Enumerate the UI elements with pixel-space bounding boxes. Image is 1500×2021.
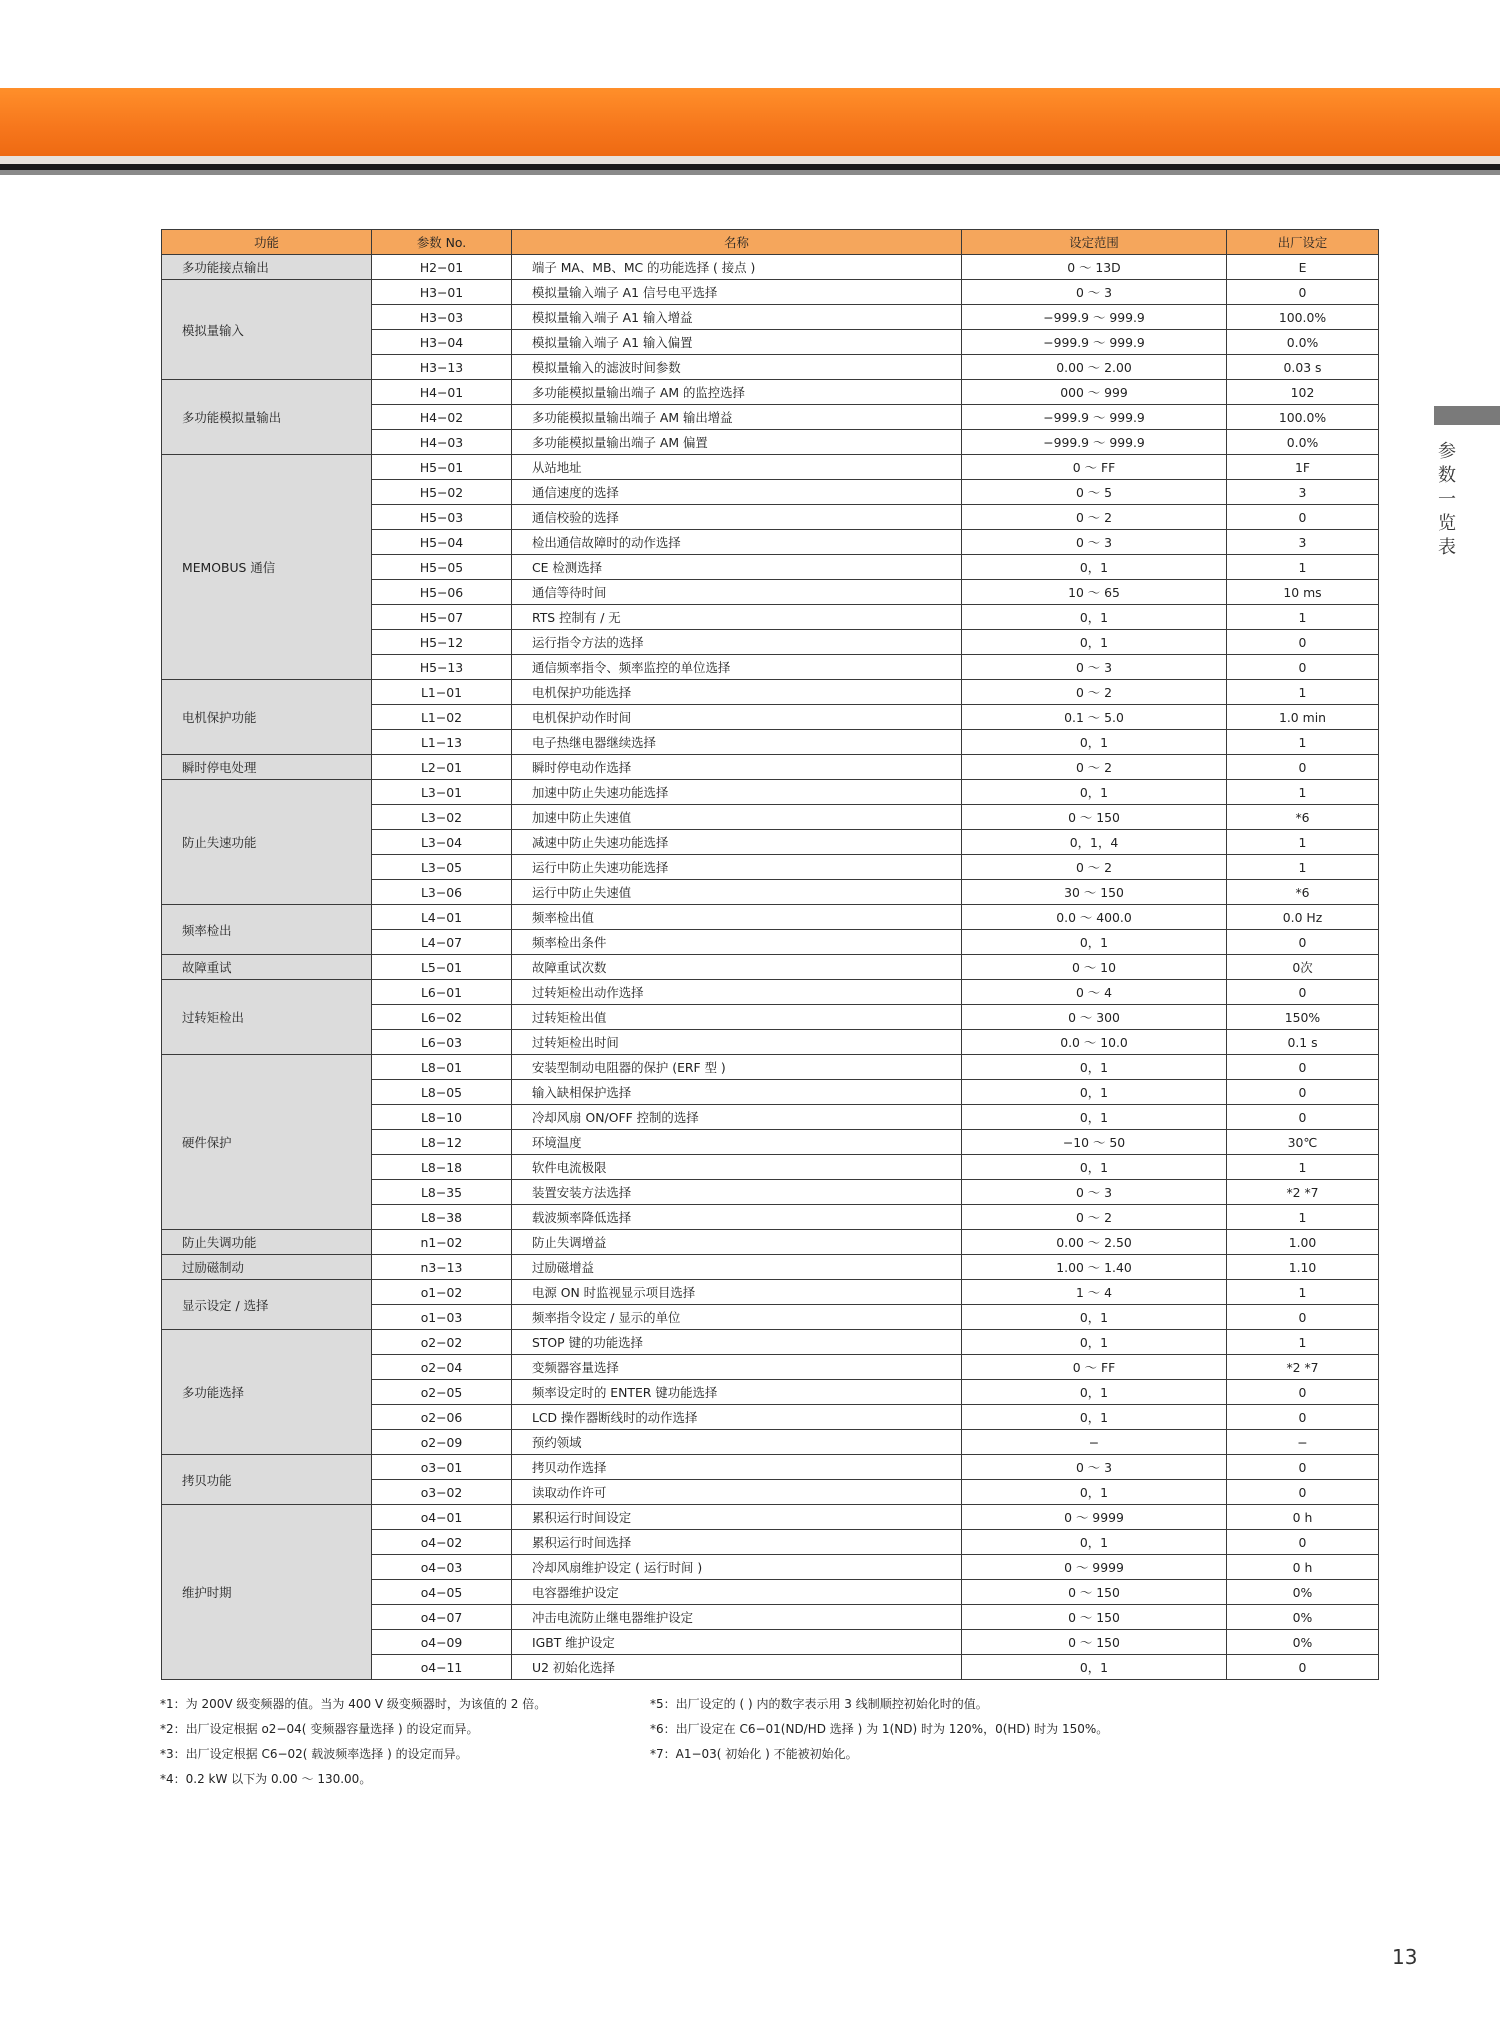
table-row xyxy=(162,780,1379,805)
factory-default-cell: 1 xyxy=(1227,1155,1379,1180)
footnotes-left xyxy=(160,1692,640,1792)
param-no-cell: o4−02 xyxy=(372,1530,512,1555)
setting-range-cell: 0 ～ 2 xyxy=(962,505,1227,530)
param-no-cell: H5−03 xyxy=(372,505,512,530)
param-no-cell: L5−01 xyxy=(372,955,512,980)
factory-default-cell: 3 xyxy=(1227,530,1379,555)
param-no-cell: L1−13 xyxy=(372,730,512,755)
param-no-cell: L4−07 xyxy=(372,930,512,955)
param-name-cell: 拷贝动作选择 xyxy=(512,1455,962,1480)
function-group-cell: 防止失调功能 xyxy=(162,1230,372,1255)
param-name-cell: 频率检出值 xyxy=(512,905,962,930)
param-name-cell: 通信等待时间 xyxy=(512,580,962,605)
page-number: 13 xyxy=(1392,1945,1418,1969)
factory-default-cell: *2 *7 xyxy=(1227,1355,1379,1380)
param-no-cell: H4−03 xyxy=(372,430,512,455)
table-row xyxy=(162,980,1379,1005)
param-name-cell: 瞬时停电动作选择 xyxy=(512,755,962,780)
factory-default-cell: 1 xyxy=(1227,605,1379,630)
setting-range-cell: −999.9 ～ 999.9 xyxy=(962,405,1227,430)
param-name-cell: 冷却风扇维护设定 ( 运行时间 ) xyxy=(512,1555,962,1580)
factory-default-cell: 100.0% xyxy=(1227,405,1379,430)
factory-default-cell: 1 xyxy=(1227,555,1379,580)
param-name-cell: 运行指令方法的选择 xyxy=(512,630,962,655)
param-no-cell: L1−02 xyxy=(372,705,512,730)
setting-range-cell: 1.00 ～ 1.40 xyxy=(962,1255,1227,1280)
param-name-cell: LCD 操作器断线时的动作选择 xyxy=(512,1405,962,1430)
setting-range-cell: 0，1 xyxy=(962,1330,1227,1355)
factory-default-cell: 0 xyxy=(1227,1105,1379,1130)
function-group-cell: 多功能选择 xyxy=(162,1330,372,1455)
function-group-cell: 多功能模拟量输出 xyxy=(162,380,372,455)
setting-range-cell: 0 ～ 2 xyxy=(962,755,1227,780)
param-name-cell: RTS 控制有 / 无 xyxy=(512,605,962,630)
footnote: *1：为 200V 级变频器的值。当为 400 V 级变频器时，为该值的 2 倍。 xyxy=(160,1697,547,1711)
function-group-cell: 频率检出 xyxy=(162,905,372,955)
param-name-cell: 变频器容量选择 xyxy=(512,1355,962,1380)
param-no-cell: o1−02 xyxy=(372,1280,512,1305)
param-no-cell: o4−03 xyxy=(372,1555,512,1580)
param-name-cell: 过转矩检出动作选择 xyxy=(512,980,962,1005)
param-no-cell: o2−02 xyxy=(372,1330,512,1355)
footnotes-right xyxy=(650,1692,1370,1767)
param-name-cell: 冲击电流防止继电器维护设定 xyxy=(512,1605,962,1630)
param-no-cell: L3−06 xyxy=(372,880,512,905)
header-param-no: 参数 No. xyxy=(372,230,512,255)
setting-range-cell: 0.1 ～ 5.0 xyxy=(962,705,1227,730)
header-band xyxy=(0,88,1500,156)
setting-range-cell: 0，1 xyxy=(962,1305,1227,1330)
factory-default-cell: 0 h xyxy=(1227,1505,1379,1530)
param-name-cell: 多功能模拟量输出端子 AM 偏置 xyxy=(512,430,962,455)
param-name-cell: 端子 MA、MB、MC 的功能选择 ( 接点 ) xyxy=(512,255,962,280)
param-name-cell: 减速中防止失速功能选择 xyxy=(512,830,962,855)
factory-default-cell: 0.1 s xyxy=(1227,1030,1379,1055)
table-row xyxy=(162,755,1379,780)
param-name-cell: 加速中防止失速值 xyxy=(512,805,962,830)
table-row xyxy=(162,1330,1379,1355)
function-group-cell: 硬件保护 xyxy=(162,1055,372,1230)
param-name-cell: 多功能模拟量输出端子 AM 的监控选择 xyxy=(512,380,962,405)
param-no-cell: H4−02 xyxy=(372,405,512,430)
param-no-cell: o2−09 xyxy=(372,1430,512,1455)
param-name-cell: 频率指令设定 / 显示的单位 xyxy=(512,1305,962,1330)
param-name-cell: 模拟量输入端子 A1 输入增益 xyxy=(512,305,962,330)
setting-range-cell: 0，1 xyxy=(962,555,1227,580)
setting-range-cell: 0，1 xyxy=(962,1055,1227,1080)
param-no-cell: H5−06 xyxy=(372,580,512,605)
setting-range-cell: 0，1 xyxy=(962,605,1227,630)
function-group-cell: 显示设定 / 选择 xyxy=(162,1280,372,1330)
factory-default-cell: 100.0% xyxy=(1227,305,1379,330)
setting-range-cell: −999.9 ～ 999.9 xyxy=(962,330,1227,355)
factory-default-cell: 1.10 xyxy=(1227,1255,1379,1280)
factory-default-cell: 1.00 xyxy=(1227,1230,1379,1255)
param-no-cell: L1−01 xyxy=(372,680,512,705)
side-section-label: 参数一览表 xyxy=(1438,441,1456,558)
function-group-cell: 瞬时停电处理 xyxy=(162,755,372,780)
param-no-cell: H3−01 xyxy=(372,280,512,305)
factory-default-cell: 0 xyxy=(1227,1455,1379,1480)
param-no-cell: H3−04 xyxy=(372,330,512,355)
function-group-cell: 电机保护功能 xyxy=(162,680,372,755)
factory-default-cell: 0.03 s xyxy=(1227,355,1379,380)
param-no-cell: L8−18 xyxy=(372,1155,512,1180)
setting-range-cell: 0 ～ 9999 xyxy=(962,1555,1227,1580)
header-function: 功能 xyxy=(162,230,372,255)
param-name-cell: 装置安装方法选择 xyxy=(512,1180,962,1205)
setting-range-cell: 0，1 xyxy=(962,630,1227,655)
factory-default-cell: 1 xyxy=(1227,730,1379,755)
param-no-cell: o4−01 xyxy=(372,1505,512,1530)
factory-default-cell: 0 xyxy=(1227,505,1379,530)
factory-default-cell: 0 xyxy=(1227,1480,1379,1505)
param-name-cell: 检出通信故障时的动作选择 xyxy=(512,530,962,555)
table-row xyxy=(162,905,1379,930)
param-no-cell: L3−04 xyxy=(372,830,512,855)
setting-range-cell: −999.9 ～ 999.9 xyxy=(962,430,1227,455)
setting-range-cell: 30 ～ 150 xyxy=(962,880,1227,905)
setting-range-cell: 0，1 xyxy=(962,780,1227,805)
param-no-cell: H5−04 xyxy=(372,530,512,555)
param-name-cell: 过转矩检出值 xyxy=(512,1005,962,1030)
setting-range-cell: 0.00 ～ 2.00 xyxy=(962,355,1227,380)
setting-range-cell: 10 ～ 65 xyxy=(962,580,1227,605)
param-no-cell: o2−06 xyxy=(372,1405,512,1430)
param-no-cell: H5−07 xyxy=(372,605,512,630)
setting-range-cell: 0，1 xyxy=(962,730,1227,755)
table-row xyxy=(162,280,1379,305)
factory-default-cell: 1 xyxy=(1227,1280,1379,1305)
setting-range-cell: 0 ～ 3 xyxy=(962,530,1227,555)
setting-range-cell: 1 ～ 4 xyxy=(962,1280,1227,1305)
setting-range-cell: 0.0 ～ 400.0 xyxy=(962,905,1227,930)
factory-default-cell: 1 xyxy=(1227,780,1379,805)
factory-default-cell: 0 xyxy=(1227,1380,1379,1405)
factory-default-cell: 0 h xyxy=(1227,1555,1379,1580)
param-no-cell: H5−12 xyxy=(372,630,512,655)
setting-range-cell: 0，1 xyxy=(962,1405,1227,1430)
setting-range-cell: 0 ～ FF xyxy=(962,455,1227,480)
factory-default-cell: 30℃ xyxy=(1227,1130,1379,1155)
param-name-cell: 模拟量输入端子 A1 信号电平选择 xyxy=(512,280,962,305)
param-no-cell: L8−01 xyxy=(372,1055,512,1080)
param-name-cell: 通信速度的选择 xyxy=(512,480,962,505)
setting-range-cell: 0 ～ 3 xyxy=(962,280,1227,305)
param-no-cell: H3−13 xyxy=(372,355,512,380)
param-no-cell: L3−01 xyxy=(372,780,512,805)
param-name-cell: 电源 ON 时监视显示项目选择 xyxy=(512,1280,962,1305)
factory-default-cell: 0 xyxy=(1227,930,1379,955)
table-row xyxy=(162,1230,1379,1255)
table-row xyxy=(162,380,1379,405)
factory-default-cell: 0 xyxy=(1227,630,1379,655)
setting-range-cell: 0 ～ 5 xyxy=(962,480,1227,505)
header-name: 名称 xyxy=(512,230,962,255)
param-name-cell: 运行中防止失速值 xyxy=(512,880,962,905)
factory-default-cell: 0 xyxy=(1227,755,1379,780)
function-group-cell: 防止失速功能 xyxy=(162,780,372,905)
param-name-cell: 环境温度 xyxy=(512,1130,962,1155)
function-group-cell: 过转矩检出 xyxy=(162,980,372,1055)
setting-range-cell: 0，1 xyxy=(962,1480,1227,1505)
footnote: *6：出厂设定在 C6−01(ND/HD 选择 ) 为 1(ND) 时为 120%，0(HD) 时为 150%。 xyxy=(650,1722,1109,1736)
param-name-cell: 频率设定时的 ENTER 键功能选择 xyxy=(512,1380,962,1405)
param-name-cell: 多功能模拟量输出端子 AM 输出增益 xyxy=(512,405,962,430)
param-no-cell: L4−01 xyxy=(372,905,512,930)
header-range: 设定范围 xyxy=(962,230,1227,255)
footnote: *3：出厂设定根据 C6−02( 载波频率选择 ) 的设定而异。 xyxy=(160,1747,468,1761)
param-name-cell: 模拟量输入端子 A1 输入偏置 xyxy=(512,330,962,355)
setting-range-cell: 0，1 xyxy=(962,1080,1227,1105)
param-name-cell: 频率检出条件 xyxy=(512,930,962,955)
param-name-cell: 累积运行时间设定 xyxy=(512,1505,962,1530)
param-no-cell: L3−02 xyxy=(372,805,512,830)
setting-range-cell: 0 ～ 150 xyxy=(962,805,1227,830)
table-row xyxy=(162,455,1379,480)
factory-default-cell: 1F xyxy=(1227,455,1379,480)
factory-default-cell: 0 xyxy=(1227,1655,1379,1680)
footnote: *2：出厂设定根据 o2−04( 变频器容量选择 ) 的设定而异。 xyxy=(160,1722,479,1736)
table-header-row xyxy=(162,230,1379,255)
param-name-cell: STOP 键的功能选择 xyxy=(512,1330,962,1355)
setting-range-cell: 0 ～ 2 xyxy=(962,855,1227,880)
table-row xyxy=(162,1255,1379,1280)
setting-range-cell: 000 ～ 999 xyxy=(962,380,1227,405)
factory-default-cell: 0 xyxy=(1227,1530,1379,1555)
factory-default-cell: 0 xyxy=(1227,1305,1379,1330)
table-row xyxy=(162,955,1379,980)
param-no-cell: o3−02 xyxy=(372,1480,512,1505)
param-no-cell: o4−09 xyxy=(372,1630,512,1655)
param-name-cell: 载波频率降低选择 xyxy=(512,1205,962,1230)
setting-range-cell: 0，1 xyxy=(962,1655,1227,1680)
param-name-cell: 故障重试次数 xyxy=(512,955,962,980)
param-no-cell: H5−05 xyxy=(372,555,512,580)
factory-default-cell: 150% xyxy=(1227,1005,1379,1030)
param-no-cell: o3−01 xyxy=(372,1455,512,1480)
factory-default-cell: 0 xyxy=(1227,280,1379,305)
setting-range-cell: 0，1，4 xyxy=(962,830,1227,855)
param-no-cell: H5−13 xyxy=(372,655,512,680)
function-group-cell: 故障重试 xyxy=(162,955,372,980)
param-no-cell: H2−01 xyxy=(372,255,512,280)
param-name-cell: 过转矩检出时间 xyxy=(512,1030,962,1055)
setting-range-cell: 0 ～ 13D xyxy=(962,255,1227,280)
setting-range-cell: 0 ～ 2 xyxy=(962,1205,1227,1230)
factory-default-cell: 1 xyxy=(1227,680,1379,705)
param-no-cell: n3−13 xyxy=(372,1255,512,1280)
param-no-cell: L3−05 xyxy=(372,855,512,880)
table-row xyxy=(162,1455,1379,1480)
function-group-cell: 模拟量输入 xyxy=(162,280,372,380)
param-no-cell: H5−02 xyxy=(372,480,512,505)
setting-range-cell: 0.0 ～ 10.0 xyxy=(962,1030,1227,1055)
factory-default-cell: *6 xyxy=(1227,880,1379,905)
setting-range-cell: 0，1 xyxy=(962,1530,1227,1555)
factory-default-cell: E xyxy=(1227,255,1379,280)
param-no-cell: o4−05 xyxy=(372,1580,512,1605)
factory-default-cell: 1.0 min xyxy=(1227,705,1379,730)
header-stripe xyxy=(0,156,1500,164)
factory-default-cell: 102 xyxy=(1227,380,1379,405)
setting-range-cell: 0 ～ 150 xyxy=(962,1630,1227,1655)
param-name-cell: 电机保护动作时间 xyxy=(512,705,962,730)
param-no-cell: L8−12 xyxy=(372,1130,512,1155)
function-group-cell: MEMOBUS 通信 xyxy=(162,455,372,680)
factory-default-cell: 0% xyxy=(1227,1580,1379,1605)
footnote: *7：A1−03( 初始化 ) 不能被初始化。 xyxy=(650,1747,858,1761)
param-name-cell: 冷却风扇 ON/OFF 控制的选择 xyxy=(512,1105,962,1130)
setting-range-cell: 0，1 xyxy=(962,1155,1227,1180)
param-no-cell: L6−01 xyxy=(372,980,512,1005)
setting-range-cell: 0.00 ～ 2.50 xyxy=(962,1230,1227,1255)
factory-default-cell: *2 *7 xyxy=(1227,1180,1379,1205)
param-no-cell: L6−03 xyxy=(372,1030,512,1055)
param-no-cell: n1−02 xyxy=(372,1230,512,1255)
param-name-cell: 电机保护功能选择 xyxy=(512,680,962,705)
factory-default-cell: 0 xyxy=(1227,1405,1379,1430)
param-no-cell: L6−02 xyxy=(372,1005,512,1030)
setting-range-cell: 0 ～ 10 xyxy=(962,955,1227,980)
setting-range-cell: 0 ～ 150 xyxy=(962,1605,1227,1630)
setting-range-cell: 0 ～ 300 xyxy=(962,1005,1227,1030)
factory-default-cell: 3 xyxy=(1227,480,1379,505)
factory-default-cell: 0 xyxy=(1227,980,1379,1005)
param-name-cell: 输入缺相保护选择 xyxy=(512,1080,962,1105)
setting-range-cell: −999.9 ～ 999.9 xyxy=(962,305,1227,330)
setting-range-cell: 0 ～ 150 xyxy=(962,1580,1227,1605)
param-name-cell: 累积运行时间选择 xyxy=(512,1530,962,1555)
setting-range-cell: 0 ～ 3 xyxy=(962,655,1227,680)
setting-range-cell: − xyxy=(962,1430,1227,1455)
factory-default-cell: 0.0% xyxy=(1227,430,1379,455)
param-name-cell: CE 检测选择 xyxy=(512,555,962,580)
param-no-cell: L2−01 xyxy=(372,755,512,780)
setting-range-cell: 0，1 xyxy=(962,930,1227,955)
factory-default-cell: 0.0% xyxy=(1227,330,1379,355)
setting-range-cell: 0 ～ 9999 xyxy=(962,1505,1227,1530)
factory-default-cell: 1 xyxy=(1227,830,1379,855)
function-group-cell: 过励磁制动 xyxy=(162,1255,372,1280)
factory-default-cell: 0 xyxy=(1227,1080,1379,1105)
table-row xyxy=(162,1505,1379,1530)
param-no-cell: o1−03 xyxy=(372,1305,512,1330)
param-name-cell: 软件电流极限 xyxy=(512,1155,962,1180)
factory-default-cell: *6 xyxy=(1227,805,1379,830)
param-name-cell: IGBT 维护设定 xyxy=(512,1630,962,1655)
param-name-cell: 运行中防止失速功能选择 xyxy=(512,855,962,880)
param-name-cell: 过励磁增益 xyxy=(512,1255,962,1280)
factory-default-cell: 0次 xyxy=(1227,955,1379,980)
param-name-cell: 读取动作许可 xyxy=(512,1480,962,1505)
setting-range-cell: 0，1 xyxy=(962,1105,1227,1130)
setting-range-cell: 0 ～ 3 xyxy=(962,1455,1227,1480)
factory-default-cell: 0% xyxy=(1227,1630,1379,1655)
factory-default-cell: 0.0 Hz xyxy=(1227,905,1379,930)
function-group-cell: 拷贝功能 xyxy=(162,1455,372,1505)
param-no-cell: H4−01 xyxy=(372,380,512,405)
param-name-cell: 电子热继电器继续选择 xyxy=(512,730,962,755)
param-no-cell: H3−03 xyxy=(372,305,512,330)
param-name-cell: 加速中防止失速功能选择 xyxy=(512,780,962,805)
header-default: 出厂设定 xyxy=(1227,230,1379,255)
param-no-cell: o2−04 xyxy=(372,1355,512,1380)
setting-range-cell: 0 ～ 4 xyxy=(962,980,1227,1005)
param-name-cell: 电容器维护设定 xyxy=(512,1580,962,1605)
param-name-cell: 模拟量输入的滤波时间参数 xyxy=(512,355,962,380)
factory-default-cell: 10 ms xyxy=(1227,580,1379,605)
setting-range-cell: 0 ～ 3 xyxy=(962,1180,1227,1205)
param-no-cell: o2−05 xyxy=(372,1380,512,1405)
param-name-cell: U2 初始化选择 xyxy=(512,1655,962,1680)
function-group-cell: 维护时期 xyxy=(162,1505,372,1680)
param-no-cell: L8−10 xyxy=(372,1105,512,1130)
param-name-cell: 通信校验的选择 xyxy=(512,505,962,530)
param-no-cell: o4−07 xyxy=(372,1605,512,1630)
factory-default-cell: 0% xyxy=(1227,1605,1379,1630)
factory-default-cell: 0 xyxy=(1227,1055,1379,1080)
header-stripe-gray xyxy=(0,170,1500,175)
factory-default-cell: 0 xyxy=(1227,655,1379,680)
param-name-cell: 安装型制动电阻器的保护 (ERF 型 ) xyxy=(512,1055,962,1080)
setting-range-cell: −10 ～ 50 xyxy=(962,1130,1227,1155)
param-name-cell: 通信频率指令、频率监控的单位选择 xyxy=(512,655,962,680)
setting-range-cell: 0 ～ 2 xyxy=(962,680,1227,705)
setting-range-cell: 0 ～ FF xyxy=(962,1355,1227,1380)
param-no-cell: L8−38 xyxy=(372,1205,512,1230)
parameter-table xyxy=(161,229,1379,1680)
table-body xyxy=(162,255,1379,1680)
param-no-cell: L8−05 xyxy=(372,1080,512,1105)
param-no-cell: H5−01 xyxy=(372,455,512,480)
param-name-cell: 从站地址 xyxy=(512,455,962,480)
factory-default-cell: 1 xyxy=(1227,1205,1379,1230)
table-row xyxy=(162,1280,1379,1305)
function-group-cell: 多功能接点输出 xyxy=(162,255,372,280)
table-row xyxy=(162,680,1379,705)
table-row xyxy=(162,255,1379,280)
param-name-cell: 预约领域 xyxy=(512,1430,962,1455)
table-row xyxy=(162,1055,1379,1080)
factory-default-cell: 1 xyxy=(1227,855,1379,880)
setting-range-cell: 0，1 xyxy=(962,1380,1227,1405)
param-no-cell: L8−35 xyxy=(372,1180,512,1205)
param-no-cell: o4−11 xyxy=(372,1655,512,1680)
param-name-cell: 防止失调增益 xyxy=(512,1230,962,1255)
footnote: *5：出厂设定的 ( ) 内的数字表示用 3 线制顺控初始化时的值。 xyxy=(650,1697,988,1711)
side-tab-marker xyxy=(1434,406,1500,425)
factory-default-cell: − xyxy=(1227,1430,1379,1455)
factory-default-cell: 1 xyxy=(1227,1330,1379,1355)
footnote: *4：0.2 kW 以下为 0.00 ～ 130.00。 xyxy=(160,1772,372,1786)
